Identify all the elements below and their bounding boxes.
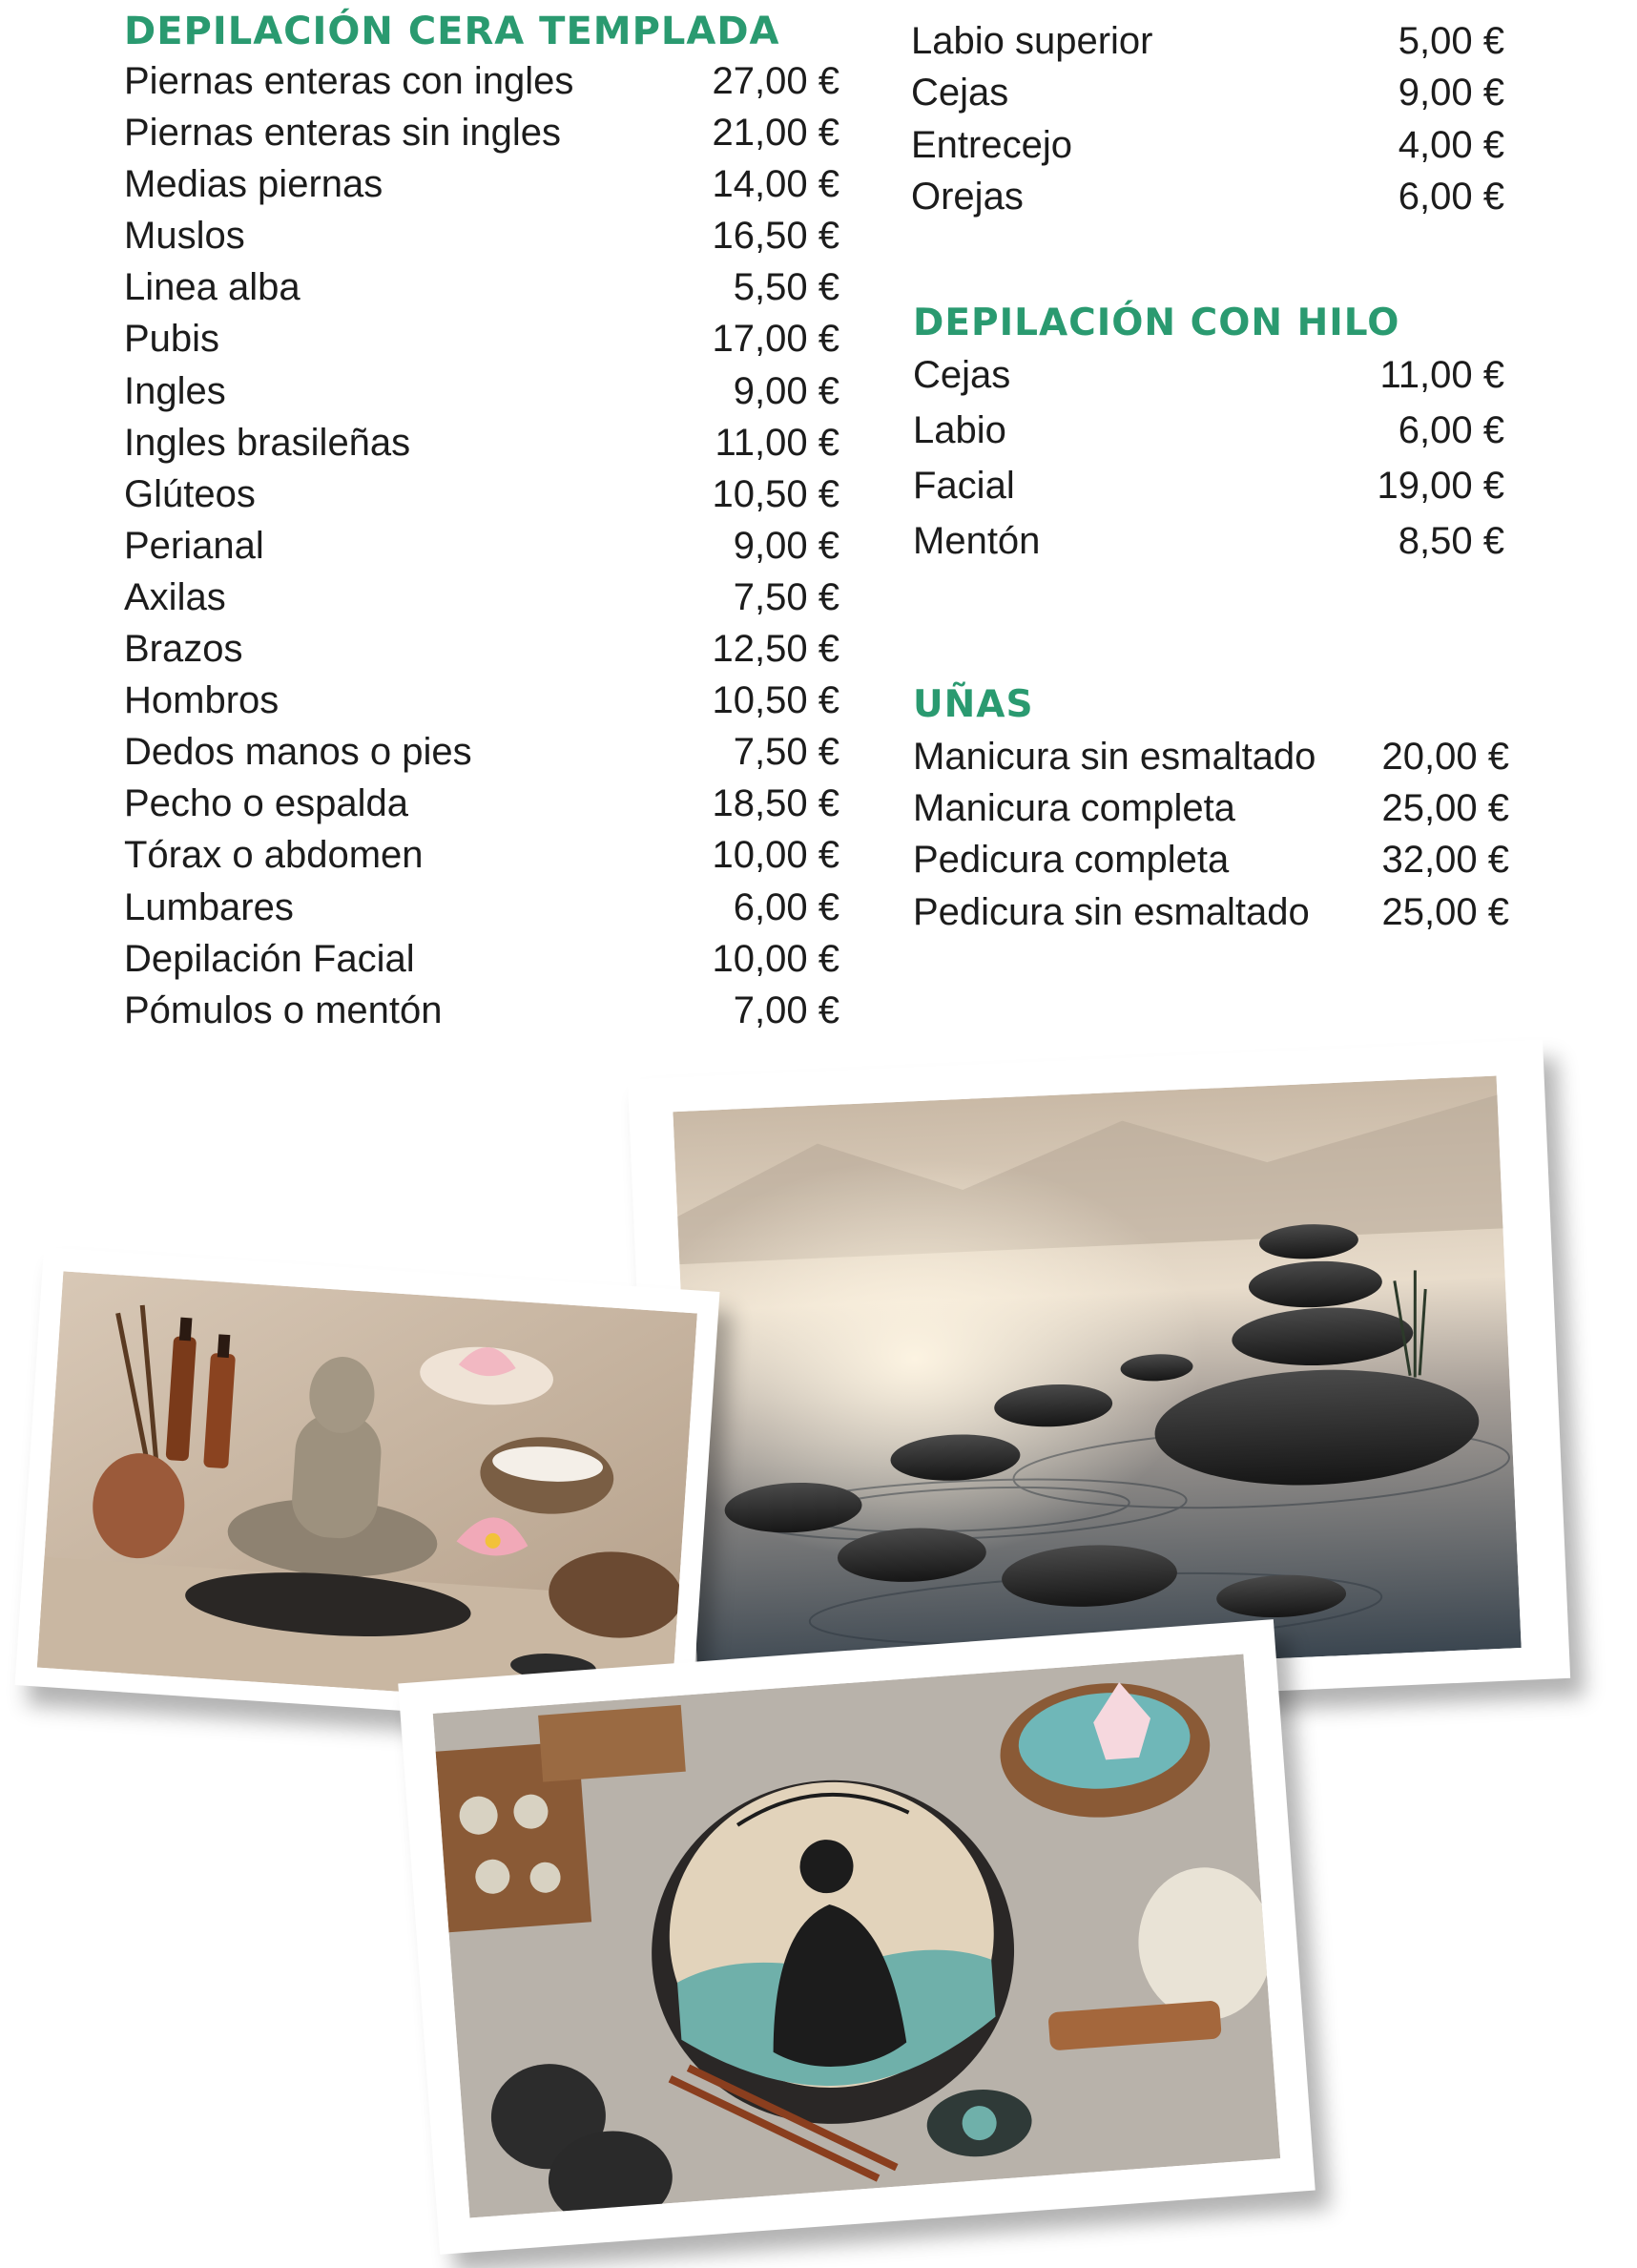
service-price: 16,50 €	[712, 215, 839, 258]
service-price: 10,50 €	[712, 472, 839, 515]
service-price: 25,00 €	[1381, 787, 1509, 830]
service-name: Cejas	[913, 354, 1011, 396]
service-name: Pubis	[124, 318, 220, 361]
price-row	[913, 458, 1504, 513]
service-name: Entrecejo	[911, 123, 1072, 166]
price-row	[124, 623, 839, 675]
service-name: Manicura completa	[913, 787, 1235, 830]
price-row	[124, 365, 839, 417]
service-price: 7,50 €	[733, 731, 839, 774]
price-row	[913, 403, 1504, 458]
cera-templada-section	[124, 8, 839, 1036]
service-name: Brazos	[124, 628, 243, 671]
price-row	[124, 158, 839, 210]
service-name: Dedos manos o pies	[124, 731, 472, 774]
service-name: Labio	[913, 409, 1006, 451]
price-row	[124, 107, 839, 158]
price-row	[124, 313, 839, 364]
photo-buddha-spa	[15, 1247, 720, 1730]
service-price: 8,50 €	[1398, 520, 1504, 562]
price-row	[124, 520, 839, 572]
service-price: 11,00 €	[715, 421, 839, 464]
service-name: Ingles	[124, 369, 226, 412]
price-row	[911, 119, 1504, 171]
service-price: 7,50 €	[733, 575, 839, 618]
price-row	[913, 347, 1504, 403]
section-heading: UÑAS	[913, 683, 1034, 726]
service-price: 9,00 €	[733, 524, 839, 567]
service-price: 6,00 €	[733, 885, 839, 928]
service-price: 25,00 €	[1381, 890, 1509, 933]
service-name: Lumbares	[124, 885, 294, 928]
service-price: 10,00 €	[712, 834, 839, 877]
service-name: Perianal	[124, 524, 264, 567]
service-name: Glúteos	[124, 472, 256, 515]
price-row	[913, 513, 1504, 569]
price-row	[124, 933, 839, 985]
price-row	[124, 55, 839, 107]
service-name: Orejas	[911, 175, 1024, 218]
service-name: Pedicura sin esmaltado	[913, 890, 1310, 933]
service-name: Medias piernas	[124, 163, 383, 206]
service-name: Mentón	[913, 520, 1041, 562]
section-heading: DEPILACIÓN CERA TEMPLADA	[124, 10, 780, 53]
price-row	[124, 882, 839, 933]
price-row	[124, 210, 839, 261]
service-price: 17,00 €	[712, 318, 839, 361]
service-name: Piernas enteras sin ingles	[124, 112, 562, 155]
service-name: Tórax o abdomen	[124, 834, 424, 877]
service-price: 27,00 €	[712, 60, 839, 102]
price-row	[911, 15, 1504, 67]
service-name: Muslos	[124, 215, 245, 258]
service-name: Piernas enteras con ingles	[124, 60, 574, 102]
service-name: Axilas	[124, 575, 226, 618]
service-name: Pecho o espalda	[124, 782, 409, 825]
service-price: 14,00 €	[712, 163, 839, 206]
service-name: Linea alba	[124, 266, 300, 309]
service-price: 11,00 €	[1379, 354, 1504, 396]
service-name: Facial	[913, 465, 1015, 507]
price-row	[911, 171, 1504, 222]
service-price: 20,00 €	[1381, 736, 1509, 778]
price-row	[913, 782, 1509, 834]
photo-meditation-stone	[398, 1619, 1315, 2255]
service-name: Depilación Facial	[124, 937, 415, 980]
price-row	[124, 985, 839, 1036]
zen-stones-illustration	[673, 1076, 1521, 1684]
service-name: Labio superior	[911, 20, 1153, 62]
price-row	[124, 572, 839, 623]
price-row	[124, 417, 839, 468]
service-name: Manicura sin esmaltado	[913, 736, 1316, 778]
unas-section	[913, 679, 1509, 938]
service-price: 18,50 €	[712, 782, 839, 825]
service-name: Pedicura completa	[913, 839, 1230, 882]
price-row	[124, 468, 839, 520]
hilo-section	[913, 300, 1504, 569]
service-name: Hombros	[124, 679, 280, 722]
buddha-spa-illustration	[37, 1271, 697, 1709]
service-price: 9,00 €	[733, 369, 839, 412]
service-name: Cejas	[911, 72, 1009, 114]
service-name: Ingles brasileñas	[124, 421, 411, 464]
service-price: 9,00 €	[1398, 72, 1504, 114]
service-price: 12,50 €	[712, 628, 839, 671]
price-row	[913, 886, 1509, 938]
price-row	[124, 675, 839, 726]
price-row	[124, 726, 839, 778]
service-price: 21,00 €	[712, 112, 839, 155]
price-row	[913, 731, 1509, 782]
service-price: 32,00 €	[1381, 839, 1509, 882]
service-price: 7,00 €	[733, 988, 839, 1031]
section-heading: DEPILACIÓN CON HILO	[913, 302, 1400, 344]
service-name: Pómulos o mentón	[124, 988, 443, 1031]
photo-zen-stones-water	[628, 1039, 1570, 1717]
service-price: 10,50 €	[712, 679, 839, 722]
price-row	[124, 829, 839, 881]
service-price: 19,00 €	[1377, 465, 1504, 507]
price-row	[124, 778, 839, 829]
service-price: 5,00 €	[1398, 20, 1504, 62]
service-price: 6,00 €	[1398, 409, 1504, 451]
service-price: 6,00 €	[1398, 175, 1504, 218]
meditation-stone-illustration	[433, 1654, 1281, 2218]
cera-facial-section	[911, 15, 1504, 222]
service-price: 4,00 €	[1398, 123, 1504, 166]
service-price: 10,00 €	[712, 937, 839, 980]
service-price: 5,50 €	[733, 266, 839, 309]
price-row	[913, 834, 1509, 885]
price-row	[124, 261, 839, 313]
price-row	[911, 67, 1504, 118]
